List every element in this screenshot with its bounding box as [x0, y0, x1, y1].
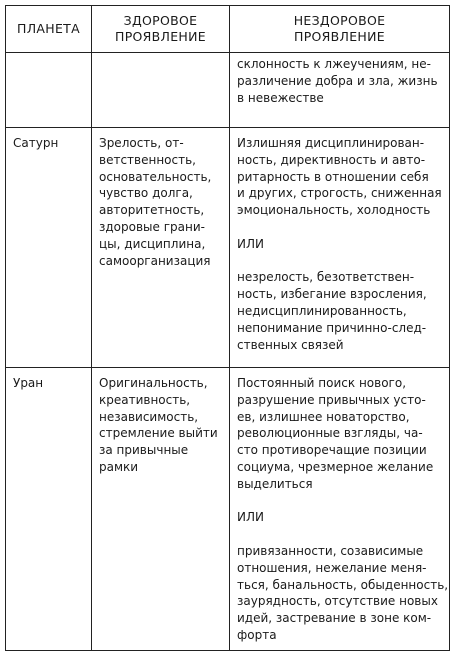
- text-line: стремление выйти: [99, 426, 218, 441]
- table-row: [6, 368, 450, 651]
- text-line: Постоянный поиск нового,: [237, 376, 407, 390]
- text-line: креативность,: [99, 392, 191, 407]
- text-line: разрушение привычных усто-: [237, 392, 426, 407]
- table-body: [6, 53, 450, 651]
- planet-cell: [6, 368, 92, 651]
- text-line: за привычные: [99, 443, 189, 458]
- text-line: недисциплинированность,: [237, 303, 407, 318]
- text-line: незрелость, безответствен-: [237, 270, 415, 285]
- text-line: самоорганизация: [99, 253, 211, 268]
- header-healthy: [92, 6, 230, 53]
- text-line: различение добра и зла, жизнь: [237, 73, 438, 88]
- header-healthy-line: ПРОЯВЛЕНИЕ: [115, 29, 206, 44]
- healthy-text: [92, 128, 229, 273]
- text-line: цы, дисциплина,: [99, 236, 206, 251]
- planet-name: Уран: [13, 376, 44, 390]
- text-line: авторитетность,: [99, 203, 205, 218]
- text-line: привязанности, созависимые: [237, 543, 424, 558]
- text-line: Зрелость, от-: [99, 136, 184, 150]
- text-line: и других, строгость, сниженная: [237, 186, 442, 201]
- table-row: [6, 53, 450, 128]
- text-line: сто противоречащие позиции: [237, 443, 427, 458]
- planet-name: Сатурн: [13, 136, 59, 150]
- text-line: ветственность,: [99, 152, 196, 167]
- text-line: Оригинальность,: [99, 376, 208, 390]
- header-planet-label: ПЛАНЕТА: [17, 21, 80, 36]
- text-line: чувство долга,: [99, 186, 193, 201]
- header-row: [6, 6, 450, 53]
- text-line: ев, излишнее новаторство,: [237, 409, 410, 424]
- paragraph-gap: [237, 493, 443, 510]
- healthy-cell: [92, 368, 230, 651]
- text-line: в невежестве: [237, 90, 324, 105]
- text-line: склонность к лжеучениям, не-: [237, 57, 431, 71]
- paragraph-gap: [237, 526, 443, 543]
- planet-name: [6, 53, 91, 64]
- unhealthy-cell: [230, 53, 450, 128]
- unhealthy-text: [230, 368, 449, 648]
- text-line: эмоциональность, холодность: [237, 203, 431, 218]
- text-line: форта: [237, 627, 277, 642]
- text-line: революционные взгляды, ча-: [237, 426, 423, 441]
- text-line: здоровые грани-: [99, 219, 205, 234]
- text-line: заурядность, отсутствие новых: [237, 594, 438, 609]
- healthy-text: [92, 368, 229, 480]
- planet-table: [5, 5, 450, 651]
- unhealthy-cell: [230, 128, 450, 368]
- planet-cell: [6, 128, 92, 368]
- text-line: ритарность в отношении себя: [237, 169, 429, 184]
- planet-cell: [6, 53, 92, 128]
- text-line: независимость,: [99, 409, 199, 424]
- text-line: ться, банальность, обыденность,: [237, 577, 449, 592]
- text-line: ность, директивность и авто-: [237, 152, 426, 167]
- text-line: основательность,: [99, 169, 212, 184]
- header-planet: [6, 6, 92, 53]
- paragraph-gap: [237, 219, 443, 236]
- text-line: непонимание причинно-след-: [237, 320, 427, 335]
- or-separator: ИЛИ: [237, 510, 264, 525]
- header-unhealthy-line: ПРОЯВЛЕНИЕ: [294, 29, 385, 44]
- header-healthy-line: ЗДОРОВОЕ: [123, 13, 198, 28]
- or-separator: ИЛИ: [237, 236, 264, 251]
- text-line: выделиться: [237, 476, 313, 491]
- text-line: идей, застревание в зоне ком-: [237, 611, 432, 626]
- healthy-cell: [92, 53, 230, 128]
- text-line: социума, чрезмерное желание: [237, 459, 434, 474]
- text-line: ность, избегание взросления,: [237, 287, 427, 302]
- text-line: ственных связей: [237, 337, 344, 352]
- text-line: Излишняя дисциплинирован-: [237, 136, 425, 150]
- text-line: рамки: [99, 459, 139, 474]
- unhealthy-cell: [230, 368, 450, 651]
- paragraph-gap: [237, 253, 443, 270]
- header-unhealthy: [230, 6, 450, 53]
- table-row: [6, 128, 450, 368]
- unhealthy-text: [230, 53, 449, 110]
- text-line: отношения, нежелание меня-: [237, 560, 427, 575]
- header-unhealthy-line: НЕЗДОРОВОЕ: [293, 13, 386, 28]
- unhealthy-text: [230, 128, 449, 357]
- healthy-cell: [92, 128, 230, 368]
